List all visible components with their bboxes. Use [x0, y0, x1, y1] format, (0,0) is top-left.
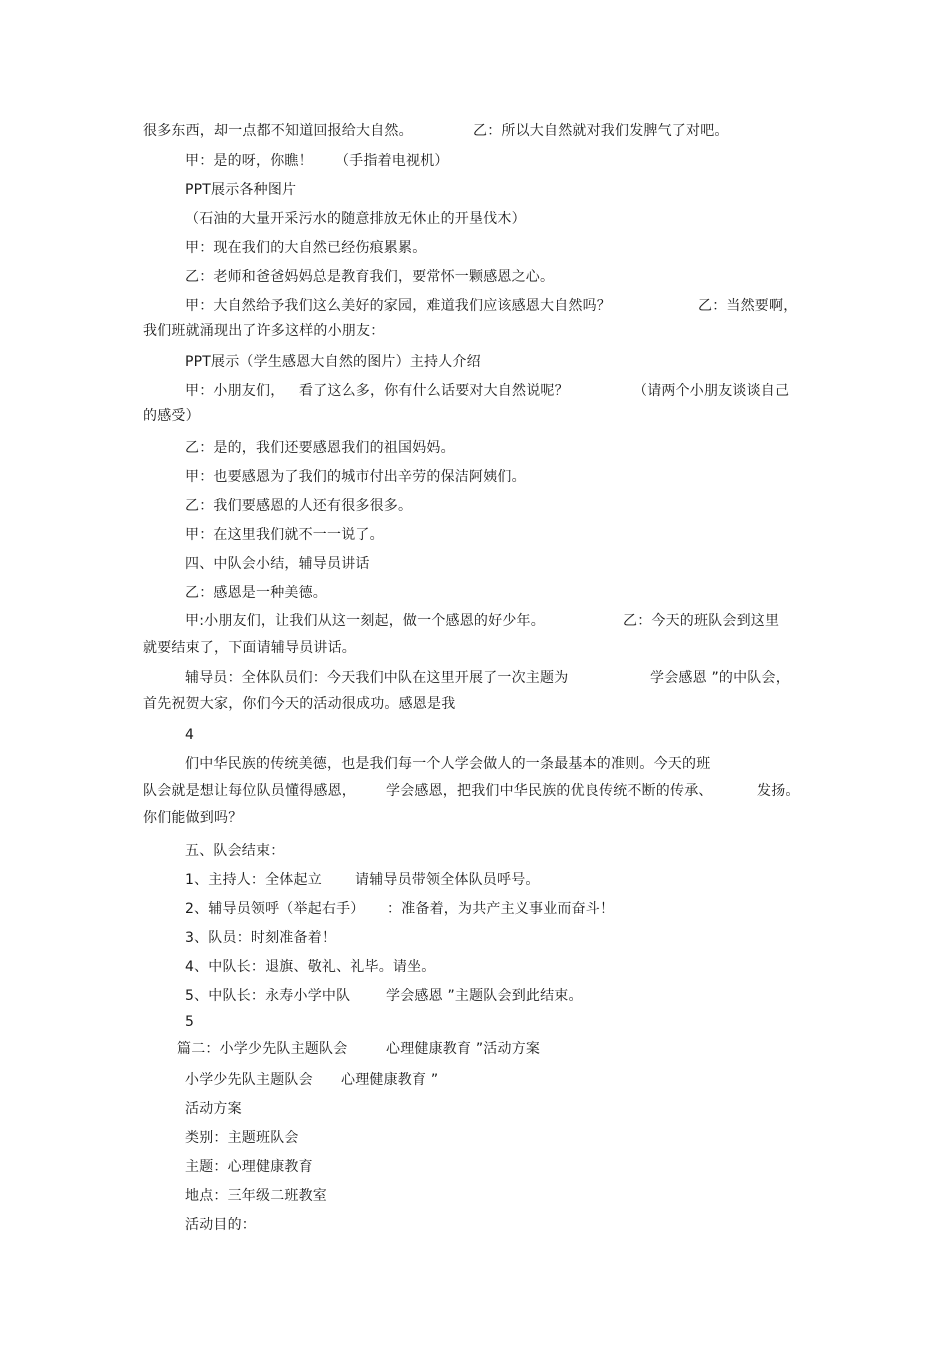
- section-heading: 四、中队会小结，辅导员讲话: [185, 556, 370, 572]
- text-line: 甲：在这里我们就不一一说了。: [185, 527, 384, 543]
- text-line: 的感受）: [143, 408, 200, 424]
- text-line: 地点：三年级二班教室: [185, 1188, 327, 1204]
- text-line: 队会就是想让每位队员懂得感恩，: [143, 783, 356, 799]
- text-line: 甲:小朋友们，让我们从这一刻起，做一个感恩的好少年。: [185, 613, 545, 629]
- text-line: 学会感恩，把我们中华民族的优良传统不断的传承、: [386, 783, 713, 799]
- text-line: 甲：大自然给予我们这么美好的家园，难道我们应该感恩大自然吗？: [185, 298, 611, 314]
- text-line: 乙：我们要感恩的人还有很多很多。: [185, 498, 413, 514]
- text-line: 甲：现在我们的大自然已经伤痕累累。: [185, 240, 427, 256]
- text-line: （手指着电视机）: [335, 153, 449, 169]
- text-line: 活动目的：: [185, 1217, 256, 1233]
- text-line: 甲：是的呀，你瞧！: [185, 153, 313, 169]
- text-line: 我们班就涌现出了许多这样的小朋友：: [143, 323, 385, 339]
- text-line: 乙：所以大自然就对我们发脾气了对吧。: [473, 123, 729, 139]
- text-line: 乙：是的，我们还要感恩我们的祖国妈妈。: [185, 440, 455, 456]
- page-number: 4: [185, 727, 195, 743]
- text-line: 乙：当然要啊，: [698, 298, 798, 314]
- text-line: 甲：也要感恩为了我们的城市付出辛劳的保洁阿姨们。: [185, 469, 526, 485]
- text-line: 辅导员：全体队员们：今天我们中队在这里开展了一次主题为: [185, 670, 569, 686]
- text-line: 5、中队长：永寿小学中队: [185, 988, 351, 1004]
- text-line: 请辅导员带领全体队员呼号。: [355, 872, 540, 888]
- section-heading: 五、队会结束：: [185, 843, 285, 859]
- text-line: 们中华民族的传统美德，也是我们每一个人学会做人的一条最基本的准则。今天的班: [185, 756, 711, 772]
- text-line: （请两个小朋友谈谈自己: [633, 383, 790, 399]
- text-line: 学会感恩 ”的中队会，: [650, 670, 790, 686]
- text-line: 心理健康教育 ”: [341, 1072, 439, 1088]
- text-line: 学会感恩 ”主题队会到此结束。: [386, 988, 583, 1004]
- text-line: 很多东西，却一点都不知道回报给大自然。: [143, 123, 413, 139]
- text-line: PPT展示（学生感恩大自然的图片）主持人介绍: [185, 354, 481, 370]
- text-line: 乙：今天的班队会到这里: [623, 613, 780, 629]
- text-line: ：准备着，为共产主义事业而奋斗！: [387, 901, 615, 917]
- text-line: 2、辅导员领呼（举起右手）: [185, 901, 365, 917]
- text-line: 乙：老师和爸爸妈妈总是教育我们，要常怀一颗感恩之心。: [185, 269, 555, 285]
- text-line: 1、主持人：全体起立: [185, 872, 322, 888]
- text-line: 乙：感恩是一种美德。: [185, 585, 327, 601]
- page-number: 5: [185, 1014, 195, 1030]
- text-line: 小学少先队主题队会: [185, 1072, 313, 1088]
- text-line: PPT展示各种图片: [185, 182, 297, 198]
- text-line: 你们能做到吗？: [143, 810, 243, 826]
- text-line: 甲：小朋友们，: [185, 383, 285, 399]
- text-line: 3、队员：时刻准备着！: [185, 930, 337, 946]
- text-line: 发扬。: [757, 783, 800, 799]
- text-line: 看了这么多，你有什么话要对大自然说呢？: [299, 383, 569, 399]
- section-heading: 心理健康教育 ”活动方案: [386, 1041, 541, 1057]
- text-line: 4、中队长：退旗、敬礼、礼毕。请坐。: [185, 959, 436, 975]
- text-line: （石油的大量开采污水的随意排放无休止的开垦伐木）: [185, 211, 526, 227]
- text-line: 首先祝贺大家，你们今天的活动很成功。感恩是我: [143, 696, 456, 712]
- text-line: 活动方案: [185, 1101, 242, 1117]
- section-heading: 篇二：小学少先队主题队会: [177, 1041, 348, 1057]
- text-line: 主题：心理健康教育: [185, 1159, 313, 1175]
- text-line: 类别：主题班队会: [185, 1130, 299, 1146]
- text-line: 就要结束了，下面请辅导员讲话。: [143, 640, 356, 656]
